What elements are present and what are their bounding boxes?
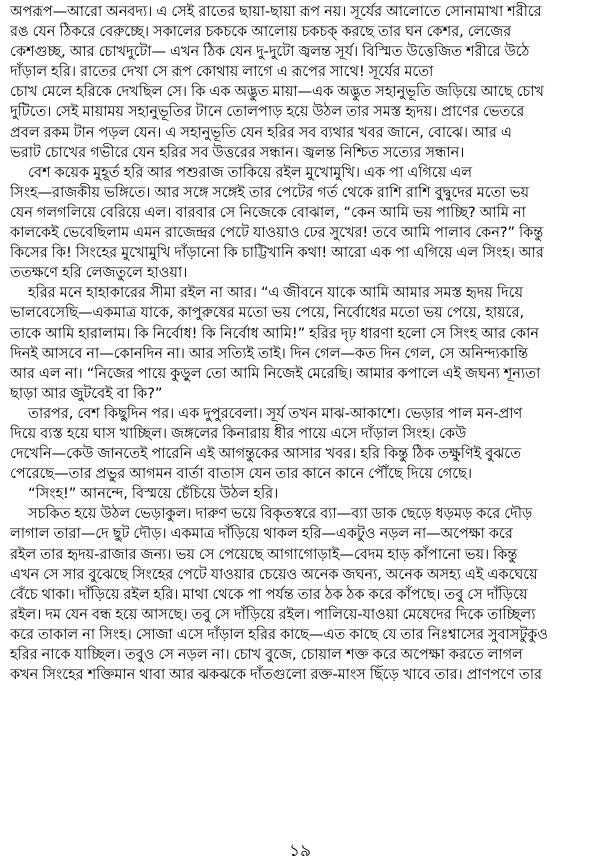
text-line: সচকিত হয়ে উঠল ভেড়াকুল। দারুণ ভয়ে বিকৃতস্বরে ব্যা—ব্যা ডাক ছেড়ে ধড়মড় করে দৌড় xyxy=(28,505,533,523)
text-line: বেঁচে থাকা। দাঁড়িয়ে রইল হরি। মাথা থেকে পা পর্যন্ত তার ঠক ঠক করে কাঁপছে। তবু সে দাঁড়িয়ে xyxy=(10,585,528,603)
text-line: কখন সিংহের শক্তিমান থাবা আর ঝকঝকে দাঁতগুলো রক্ত-মাংস ছিঁড়ে খাবে তার। প্রাণপণে তার xyxy=(10,666,542,684)
text-line: কিসের কি! সিংহের মুখোমুখি দাঁড়ানো কি চাট্টিখানি কথা! আরো এক পা এগিয়ে এল সিংহ। আর xyxy=(10,244,544,262)
text-line: বেশ কয়েক মুহূর্ত হরি আর পশুরাজ তাকিয়ে রইল মুখোমুখি। এক পা এগিয়ে এল xyxy=(28,163,473,181)
text-line: দুটিতে। সেই মায়াময় সহানুভূতির টানে তোলপাড় হয়ে উঠল তার সমস্ত হৃদয়। প্রাণের ভেতরে xyxy=(10,103,525,121)
body-text xyxy=(10,2,590,685)
text-line: ভালবেসেছি—একমাত্র যাকে, কাপুরুষের মতো ভয় পেয়ে, নির্বোধের মতো ভয় পেয়ে, হায়রে, xyxy=(10,304,524,322)
text-line: কালকেই ভেবেছিলাম এমন রাজেন্দ্রর পেটে যাওয়াও ঢের সুখের! তবে আমি পালাব কেন?” কিন্তু xyxy=(10,224,544,242)
paragraph xyxy=(10,283,590,404)
text-line: তাকে আমি হারালাম। কি নির্বোধ! কি নির্বোধ আমি!” হরির দৃঢ় ধারণা হলো সে সিংহ আর কোন xyxy=(10,324,539,342)
page-number: ১৯ xyxy=(288,841,312,861)
text-line: চোখ মেলে হরিকে দেখছিল সে। কি এক অদ্ভুত মায়া—এক অদ্ভুত সহানুভূতি জড়িয়ে আছে চোখ xyxy=(10,83,544,101)
text-line: ততক্ষণে হরি লেজতুলে হাওয়া। xyxy=(10,264,188,282)
text-line: সিংহ—রাজকীয় ভঙ্গিতে। আর সঙ্গে সঙ্গেই তার পেটের গর্ত থেকে রাশি রাশি বুদ্বুদের মতো ভয় xyxy=(10,183,529,201)
text-line: হরির নাকে যাচ্ছিল। তবুও সে নড়ল না। চোখ বুজে, চোয়াল শক্ত করে অপেক্ষা করতে লাগল xyxy=(10,646,523,663)
text-line: পেরেছে—তার প্রভুর আগমন বার্তা বাতাস যেন তার কানে কানে পৌঁছে দিয়ে গেছে। xyxy=(10,465,472,483)
text-line: দিনই আসবে না—কোনদিন না। আর সত্যিই তাই। দিন গেল—কত দিন গেল, সে অনিন্দ্যকান্তি xyxy=(10,344,529,362)
text-line: ছাড়া আর জুটবেই বা কি?” xyxy=(10,384,163,402)
paragraph xyxy=(10,404,590,484)
paragraph xyxy=(10,484,590,504)
paragraph xyxy=(10,2,590,163)
text-line: রঙ যেন ঠিকরে বেরুচ্ছে। সকালের চকচকে আলোয় চকচক্ করছে তার ঘন কেশর, লেজের xyxy=(10,23,512,41)
text-line: দিয়ে ব্যস্ত হয়ে ঘাস খাচ্ছিল। জঙ্গলের কিনারায় ধীর পায়ে এসে দাঁড়াল সিংহ। কেউ xyxy=(10,424,467,442)
paragraph xyxy=(10,504,590,685)
text-line: তারপর, বেশ কিছুদিন পর। এক দুপুরবেলা। সূর্য তখন মাঝ-আকাশে। ভেড়ার পাল মন-প্রাণ xyxy=(28,404,523,422)
paragraph xyxy=(10,163,590,284)
text-line: দেখেনি—কেউ জানতেই পারেনি এই আগন্তুকের আসার খবর। হরি কিন্তু ঠিক তক্ষুণিই বুঝতে xyxy=(10,445,521,463)
text-line: প্রবল রকম টান পড়ল যেন। এ সহানুভূতি যেন হরির সব ব্যথার খবর জানে, বোঝে। আর এ xyxy=(10,123,512,141)
text-line: দাঁড়াল হরি। রাতের দেখা সে রূপ কোথায় লাগে এ রূপের সাথে! সূর্যের মতো xyxy=(10,63,434,81)
text-line: হরির মনে হাহাকারের সীমা রইল না আর। “এ জীবনে যাকে আমি আমার সমস্ত হৃদয় দিয়ে xyxy=(28,284,523,302)
text-line: রইল তার হৃদয়-রাজার জন্য। ভয় সে পেয়েছে আগাগোড়াই—বেদম হাড় কাঁপানো ভয়। কিন্তু xyxy=(10,545,518,563)
text-line: “সিংহ!” আনন্দে, বিস্ময়ে চেঁচিয়ে উঠল হরি। xyxy=(28,485,279,503)
text-line: করে তাকাল না সিংহ। সোজা এসে দাঁড়াল হরির কাছে—এত কাছে যে তার নিঃশ্বাসের সুবাসটুকুও xyxy=(10,625,548,643)
text-line: ভরাট চোখের গভীরে যেন হরির সব উত্তরের সন্ধান। জ্বলন্ত নিশ্চিত সত্যের সন্ধান। xyxy=(10,143,465,161)
text-line: এখন সে সার বুঝেছে সিংহের পেটে যাওয়ার চেয়েও অনেক জঘন্য, অনেক অসহ্য এই একঘেয়ে xyxy=(10,565,538,583)
text-line: রইল। দম যেন বন্ধ হয়ে আসছে। তবু সে দাঁড়িয়ে রইল। পালিয়ে-যাওয়া মেষেদের দিকে তাচ্ছিল্য xyxy=(10,605,536,623)
text-line: লাগাল তারা—দে ছুট দৌড়। একমাত্র দাঁড়িয়ে থাকল হরি—একটুও নড়ল না—অপেক্ষা করে xyxy=(10,525,513,543)
text-line: কেশগুচ্ছ, আর চোখদুটো— এখন ঠিক যেন দু-দুটো জ্বলন্ত সূর্য। বিস্মিত উত্তেজিত শরীরে উঠে xyxy=(10,43,530,61)
text-line: যেন গলগলিয়ে বেরিয়ে এল। বারবার সে নিজেকে বোঝাল, “কেন আমি ভয় পাচ্ছি? আমি না xyxy=(10,203,526,221)
text-line: আর এল না। “নিজের পায়ে কুড়ুল তো আমি নিজেই মেরেছি। আমার কপালে এই জঘন্য শূন্যতা xyxy=(10,364,541,382)
text-line: অপরূপ—আরো অনবদ্য। এ সেই রাতের ছায়া-ছায়া রূপ নয়। সূর্যের আলোতে সোনামাখা শরীরে xyxy=(10,3,542,20)
